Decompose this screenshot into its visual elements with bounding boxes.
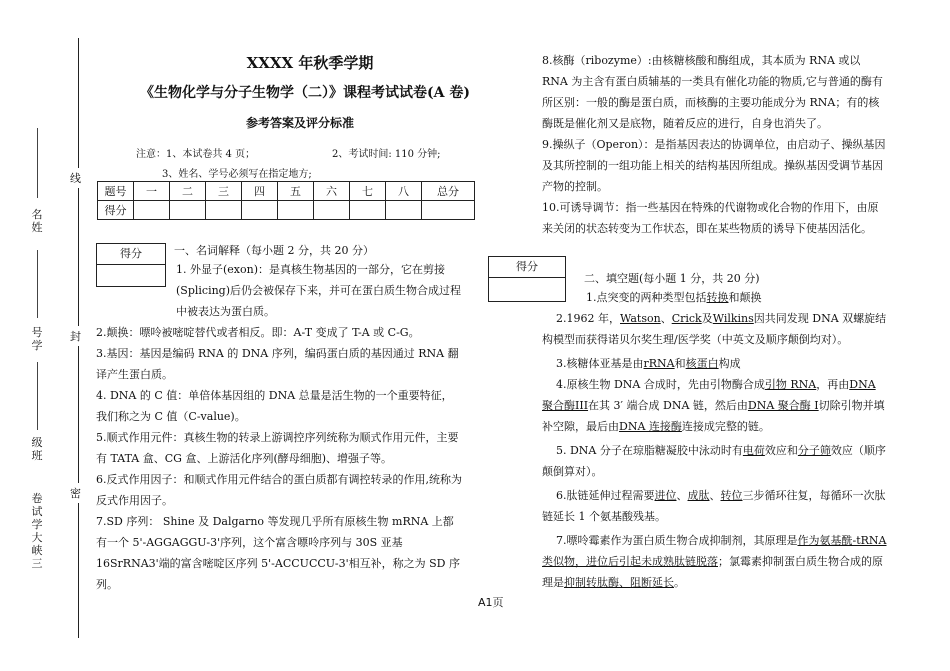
- q7-sep: ；氯霉素抑制蛋白质生物合成的原理是: [542, 555, 883, 589]
- q4-answer-3: DNA 聚合酶 I: [747, 399, 819, 412]
- q6-post: 三步循环往复，每循环一次肽链延长 1 个氨基酸残基。: [542, 489, 886, 523]
- score-cell: [242, 201, 278, 220]
- score-cell: [134, 201, 170, 220]
- score-cell: [170, 201, 206, 220]
- score-header-cell: 八: [386, 182, 422, 201]
- q1-post: 和颠换: [728, 291, 762, 304]
- score-table-score-row: [98, 201, 475, 220]
- q5-post: 效应（顺序颠倒算对）。: [542, 444, 886, 478]
- definition-item: 7.SD 序列： Shine 及 Dalgarno 等发现几乎所有原核生物 mRNA 上都有一个 5'-AGGAGGU-3'序列，这个富含嘌呤序列与 30S 亚基 16SrRNA3'端的富含嘧啶区序列 5'-ACCUCCU-3'相互补，称之为 SD 序列。: [96, 515, 460, 591]
- q3-sep: 和: [674, 357, 686, 370]
- q3-answer-2: 核蛋白: [685, 357, 719, 370]
- q4-sep-3: 切除引物并填补空隙，最后由: [542, 399, 885, 433]
- definition-item: 8.核酶（ribozyme）:由核糖核酸和酶组成，其本质为 RNA 或以 RNA 为主含有蛋白质辅基的一类具有催化功能的物质,它与普通的酶有所区别：一般的酶是蛋白质，而核酶的主要功能成分为 RNA；有的核酶既是催化剂又是底物，随着反应的进行，自身也消失了。: [542, 54, 883, 130]
- q6-answer-1: 进位: [654, 489, 677, 502]
- definition-item: 9.操纵子（Operon）：是指基因表达的协调单位，由启动子、操纵基因及其所控制的一组功能上相关的结构基因所组成。操纵基因受调节基因产物的控制。: [542, 138, 886, 193]
- section1-title: 一、名词解释（每小题 2 分，共 20 分）: [174, 244, 374, 257]
- fill-question-4: [542, 374, 888, 437]
- q7-answer-2: 抑制转肽酶、阻断延长: [564, 576, 674, 589]
- definition-item: 4. DNA 的 C 值：单倍体基因组的 DNA 总量是活生物的一个重要特征，我们称之为 C 值（C-value)。: [96, 389, 453, 423]
- score-row-label: 得分: [98, 201, 134, 220]
- right-column-definitions: [542, 50, 888, 239]
- seal-mark-secret: 密: [70, 483, 81, 503]
- q2-text: 2.1962 年，: [556, 312, 620, 325]
- q3-text: 3.核糖体亚基是由: [556, 357, 644, 370]
- section1-score-label: 得分: [97, 244, 165, 265]
- definition-item: 5.顺式作用元件：真核生物的转录上游调控序列统称为顺式作用元件，主要有 TATA 盒、CG 盒、上游活化序列(酵母细胞)、增强子等。: [96, 431, 459, 465]
- score-header-cell: 四: [242, 182, 278, 201]
- score-header-cell: 总分: [422, 182, 475, 201]
- q7-answer-1: 作为氨基酰-tRNA 类似物，进位后引起未成熟肽链脱落: [542, 534, 887, 568]
- score-cell: [350, 201, 386, 220]
- section2-body: [542, 287, 888, 593]
- score-header-cell: 一: [134, 182, 170, 201]
- note-pages: 注意：1、本试卷共 4 页；: [136, 149, 256, 160]
- q4-sep-2: 在其 3′ 端合成 DNA 链，然后由: [588, 399, 748, 412]
- exam-title: 《生物化学与分子生物学（二）》课程考试试卷(A 卷): [140, 85, 470, 101]
- score-cell: [206, 201, 242, 220]
- q2-answer-3: Wilkins: [712, 312, 754, 325]
- definition-item: 3.基因：基因是编码 RNA 的 DNA 序列，编码蛋白质的基因通过 RNA 翻译产生蛋白质。: [96, 347, 459, 381]
- note-name: 3、姓名、学号必须写在指定地方;: [162, 169, 312, 180]
- score-header-cell: 三: [206, 182, 242, 201]
- q7-post: 。: [674, 576, 685, 589]
- score-cell: [386, 201, 422, 220]
- q2-answer-1: Watson: [620, 312, 661, 325]
- seal-mark-seal: 封: [70, 326, 81, 346]
- score-cell: [314, 201, 350, 220]
- score-header-cell: 题号: [98, 182, 134, 201]
- q4-answer-2: DNA 聚合酶III: [542, 378, 876, 412]
- q1-answer: 转换: [706, 291, 729, 304]
- score-table-header-row: [98, 182, 475, 201]
- fill-question-1: [542, 287, 888, 308]
- name-label: 名 姓: [31, 208, 43, 234]
- answer-key-title: 参考答案及评分标准: [245, 116, 354, 130]
- q5-sep: 效应和: [764, 444, 798, 457]
- q6-sep-2: 、: [709, 489, 721, 502]
- q4-sep-1: ，再由: [816, 378, 850, 391]
- q6-answer-2: 成肽: [687, 489, 710, 502]
- class-label: 级 班: [31, 436, 43, 462]
- section1-body: [96, 259, 462, 595]
- score-table: [97, 181, 475, 220]
- definition-item: 1. 外显子(exon)：是真核生物基因的一部分，它在剪接(Splicing)后仍会被保存下来，并可在蛋白质生物合成过程中被表达为蛋白质。: [176, 263, 461, 318]
- score-cell: [278, 201, 314, 220]
- score-header-cell: 七: [350, 182, 386, 201]
- id-rule: [37, 250, 38, 318]
- section2-score-label: 得分: [489, 257, 565, 278]
- q7-text: 7.嘌呤霉素作为蛋白质生物合成抑制剂，其原理是: [556, 534, 798, 547]
- q4-answer-4: DNA 连接酶: [619, 420, 682, 433]
- term-title: XXXX 年秋季学期: [246, 54, 374, 72]
- score-header-cell: 二: [170, 182, 206, 201]
- q6-text: 6.肽链延伸过程需要: [556, 489, 655, 502]
- q5-answer-2: 分子筛: [797, 444, 831, 457]
- score-header-cell: 六: [314, 182, 350, 201]
- fill-question-2: [542, 308, 888, 350]
- q4-text: 4.原核生物 DNA 合成时，先由引物酶合成: [556, 378, 765, 391]
- class-rule: [37, 362, 38, 430]
- q5-answer-1: 电荷: [742, 444, 765, 457]
- definition-item: 2.颠换：嘌呤被嘧啶替代或者相反。即：A-T 变成了 T-A 或 C-G。: [96, 326, 420, 339]
- q4-post: 连接成完整的链。: [681, 420, 770, 433]
- name-rule: [37, 128, 38, 198]
- score-cell: [422, 201, 475, 220]
- student-id-label: 号 学: [31, 326, 43, 352]
- q2-sep-2: 及: [701, 312, 713, 325]
- seal-mark-line: 线: [70, 168, 81, 188]
- q4-answer-1: 引物 RNA: [764, 378, 817, 391]
- score-header-cell: 五: [278, 182, 314, 201]
- q6-answer-3: 转位: [720, 489, 743, 502]
- section2-title: 二、填空题(每小题 1 分，共 20 分): [584, 272, 760, 285]
- page-number: A1页: [478, 596, 504, 609]
- q6-sep-1: 、: [676, 489, 688, 502]
- fill-question-7: [542, 527, 888, 593]
- q2-sep-1: 、: [660, 312, 672, 325]
- university-label: 卷 试 学 大 峡 三: [31, 492, 43, 570]
- q3-post: 构成: [718, 357, 741, 370]
- definition-item: 6.反式作用因子：和顺式作用元件结合的蛋白质都有调控转录的作用,统称为反式作用因子。: [96, 473, 462, 507]
- q5-text: 5. DNA 分子在琼脂糖凝胶中泳动时有: [556, 444, 743, 457]
- note-time: 2、考试时间: 110 分钟;: [332, 149, 441, 160]
- fill-question-5: [542, 437, 888, 482]
- fill-question-3: [542, 350, 888, 374]
- q1-text: 1.点突变的两种类型包括: [586, 291, 707, 304]
- fill-question-6: [542, 482, 888, 527]
- definition-item: 10.可诱导调节：指一些基因在特殊的代谢物或化合物的作用下，由原来关闭的状态转变为工作状态，即在某些物质的诱导下使基因活化。: [542, 201, 879, 235]
- q2-post: 因共同发现 DNA 双螺旋结构模型而获得诺贝尔奖生理/医学奖（中英文及顺序颠倒均对）。: [542, 312, 887, 346]
- q3-answer-1: rRNA: [643, 357, 675, 370]
- q2-answer-2: Crick: [671, 312, 702, 325]
